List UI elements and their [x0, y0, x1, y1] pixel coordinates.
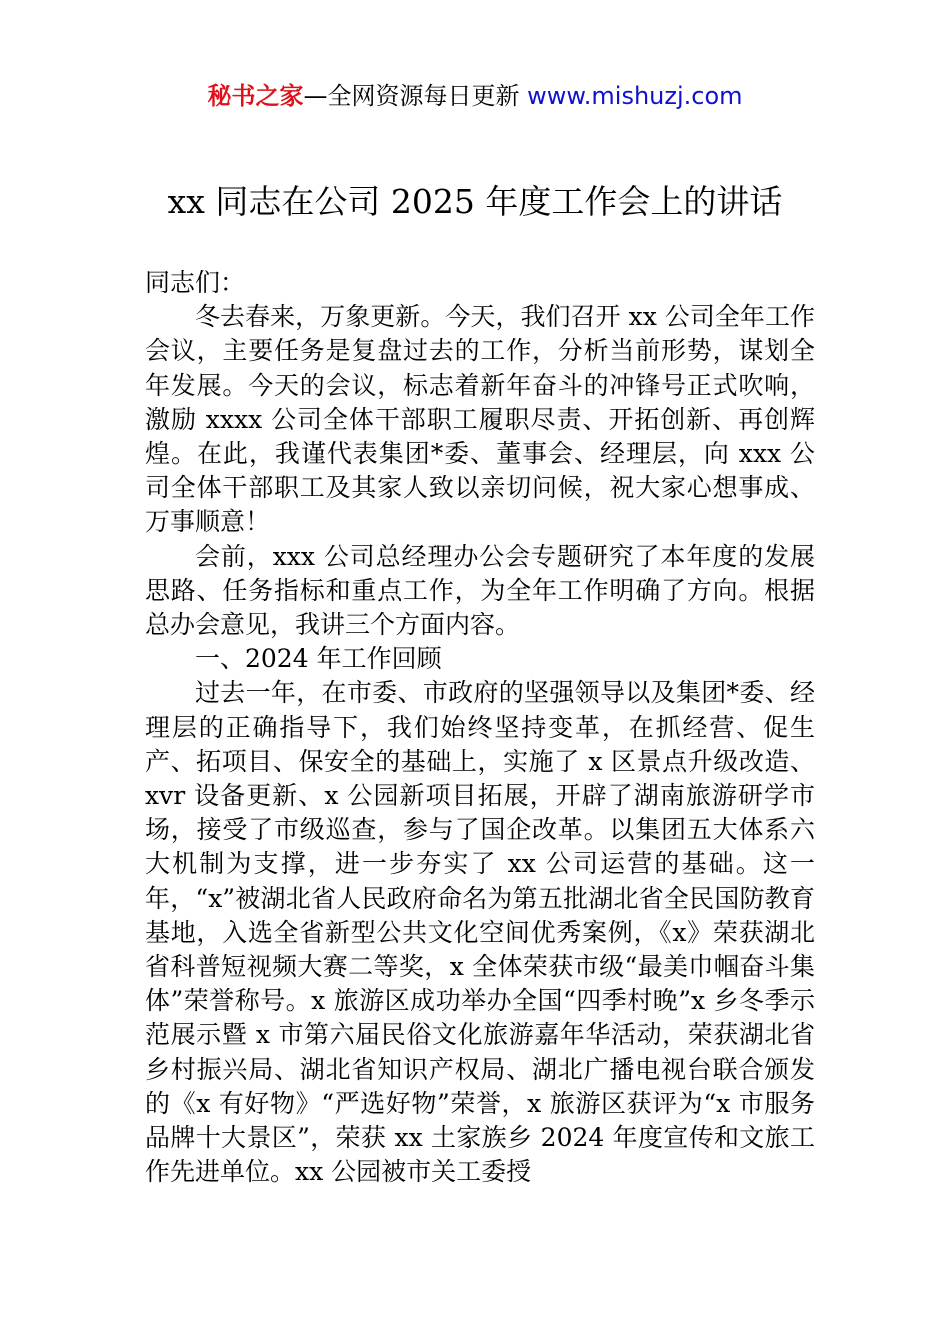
paragraph: 冬去春来，万象更新。今天，我们召开 xx 公司全年工作会议，主要任务是复盘过去的工作，分析当前形势，谋划全年发展。今天的会议，标志着新年奋斗的冲锋号正式吹响，激励 xxxx 公司全体干部职工履职尽责、开拓创新、再创辉煌。在此，我谨代表集团*委、董事会、经理层，向 xxx 公司全体干部职工及其家人致以亲切问候，祝大家心想事成、万事顺意！	[145, 302, 815, 537]
site-name: 秘书之家	[207, 82, 304, 110]
paragraph: 过去一年，在市委、市政府的坚强领导以及集团*委、经理层的正确指导下，我们始终坚持变革，在抓经营、促生产、拓项目、保安全的基础上，实施了 x 区景点升级改造、xvr 设备更新、x 公园新项目拓展，开辟了湖南旅游研学市场，接受了市级巡查，参与了国企改革。以集团五大体系六大机制为支撑，进一步夯实了 xx 公司运营的基础。这一年，“x”被湖北省人民政府命名为第五批湖北省全民国防教育基地，入选全省新型公共文化空间优秀案例，《x》荣获湖北省科普短视频大赛二等奖，x 全体荣获市级“最美巾帼奋斗集体”荣誉称号。x 旅游区成功举办全国“四季村晚”x 乡冬季示范展示暨 x 市第六届民俗文化旅游嘉年华活动，荣获湖北省乡村振兴局、湖北省知识产权局、湖北广播电视台联合颁发的《x 有好物》“严选好物”荣誉，x 旅游区获评为“x 市服务品牌十大景区”，荣获 xx 土家族乡 2024 年度宣传和文旅工作先进单位。xx 公园被市关工委授	[145, 678, 815, 1187]
section-heading: 一、2024 年工作回顾	[195, 644, 442, 674]
paragraph: 会前，xxx 公司总经理办公会专题研究了本年度的发展思路、任务指标和重点工作，为全年工作明确了方向。根据总办会意见，我讲三个方面内容。	[145, 541, 815, 640]
site-url-link[interactable]: www.mishuzj.com	[527, 82, 743, 110]
salutation: 同志们：	[145, 268, 246, 297]
site-tagline: —全网资源每日更新	[303, 82, 528, 110]
site-header	[0, 80, 950, 112]
document-title: xx 同志在公司 2025 年度工作会上的讲话	[167, 182, 783, 221]
document-body	[145, 266, 815, 1189]
